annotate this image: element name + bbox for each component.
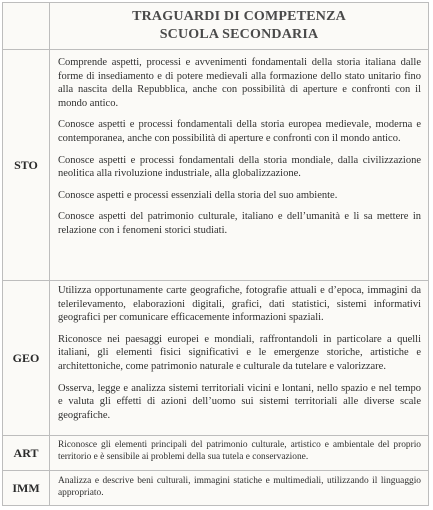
row-geo: [3, 281, 428, 435]
content-cell-imm: [50, 471, 428, 505]
content-cell-art: [50, 436, 428, 470]
code-sto: STO: [14, 157, 38, 172]
geo-paragraph: Osserva, legge e analizza sistemi territoriali vicini e lontani, nello spazio e nel tempo e valuta gli effetti di azioni dell’uomo sui sistemi territoriali alle diverse scale geografiche.: [58, 382, 421, 421]
header-left-cell: [3, 3, 50, 49]
art-text: Riconosce gli elementi principali del patrimonio culturale, artistico e ambientale del proprio territorio e è sensibile ai problemi della sua tutela e conservazione.: [58, 440, 421, 463]
code-geo: GEO: [12, 350, 40, 365]
sto-paragraph: Conosce aspetti e processi fondamentali della storia mondiale, dalla civilizzazione neolitica alla rivoluzione industriale, alla globalizzazione.: [58, 154, 421, 180]
geo-paragraph: Utilizza opportunamente carte geografiche, fotografie attuali e d’epoca, immagini da telerilevamento, elaborazioni digitali, grafici, dati statistici, sistemi informativi geografici per comunicare efficacemente informazioni spaziali.: [58, 285, 421, 324]
geo-paragraph: Riconosce nei paesaggi europei e mondiali, raffrontandoli in particolare a quelli italiani, gli elementi fisici significativi e le emergenze storiche, artistiche e architettoniche, come patrimonio naturale e culturale da tutelare e valorizzare.: [58, 333, 421, 372]
header-title-line1: TRAGUARDI DI COMPETENZA: [132, 9, 346, 24]
code-cell-geo: [3, 281, 50, 435]
imm-text: Analizza e descrive beni culturali, immagini statiche e multimediali, utilizzando il linguaggio appropriato.: [58, 476, 421, 499]
sto-paragraph: Conosce aspetti e processi fondamentali della storia europea medievale, moderna e contemporanea, anche con possibilità di aperture e confronti con il mondo antico.: [58, 119, 421, 144]
code-cell-sto: [3, 50, 50, 280]
content-cell-geo: [50, 281, 428, 435]
code-art: ART: [13, 445, 39, 460]
sto-paragraph: Comprende aspetti, processi e avvenimenti fondamentali della storia italiana dalle forme di insediamento e di potere medievali alla formazione dello stato unitario fino alla nascita della Repubblica, anche con possibilità di aperture e confronti con il mondo antico.: [58, 57, 421, 109]
row-imm: [3, 471, 428, 505]
sto-paragraph: Conosce aspetti del patrimonio culturale, italiano e dell’umanità e li sa mettere in relazione con i fenomeni storici studiati.: [58, 211, 421, 236]
code-cell-imm: [3, 471, 50, 505]
header-title-line2: SCUOLA SECONDARIA: [159, 27, 319, 42]
header-row: [3, 3, 428, 49]
table-header: [50, 3, 428, 49]
code-cell-art: [3, 436, 50, 470]
sto-paragraph: Conosce aspetti e processi essenziali della storia del suo ambiente.: [58, 189, 338, 201]
content-cell-sto: [50, 50, 428, 280]
code-imm: IMM: [12, 480, 40, 495]
row-sto: [3, 50, 428, 280]
competence-table: [2, 2, 429, 506]
row-art: [3, 436, 428, 470]
